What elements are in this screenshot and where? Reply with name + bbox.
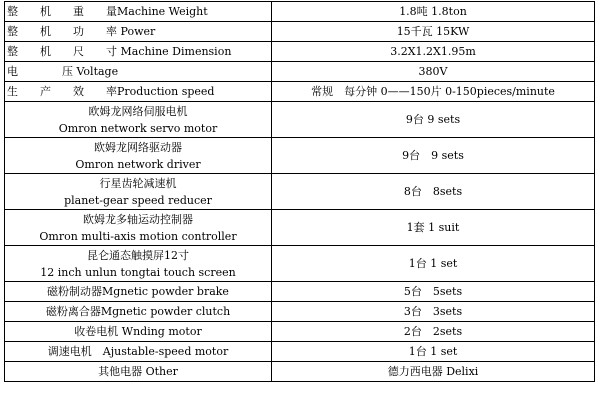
spec-name-en: Omron network driver: [75, 157, 201, 171]
spec-value: 5台 5sets: [272, 282, 595, 302]
spec-name: [5, 138, 272, 174]
spec-name: 其他电器 Other: [5, 362, 272, 382]
spec-name: [5, 174, 272, 210]
spec-value: 380V: [272, 62, 595, 82]
table-row: [5, 282, 595, 302]
spec-name: 收卷电机 Wnding motor: [5, 322, 272, 342]
spec-name-cn: 行星齿轮减速机: [99, 176, 177, 190]
table-row: [5, 82, 595, 102]
spec-name-en: Omron multi-axis motion controller: [39, 229, 237, 243]
spec-value: 1台 1 set: [272, 342, 595, 362]
table-row: [5, 138, 595, 174]
table-row: [5, 22, 595, 42]
table-row: [5, 42, 595, 62]
table-row: [5, 362, 595, 382]
spec-name: 磁粉离合器Mgnetic powder clutch: [5, 302, 272, 322]
spec-value: 1套 1 suit: [272, 210, 595, 246]
table-row: [5, 342, 595, 362]
spec-name: 磁粉制动器Mgnetic powder brake: [5, 282, 272, 302]
spec-name-cn: 欧姆龙多轴运动控制器: [83, 212, 193, 226]
spec-value: 9台 9 sets: [272, 102, 595, 138]
spec-name: 整 机 尺 寸 Machine Dimension: [5, 42, 272, 62]
spec-name: 整 机 功 率 Power: [5, 22, 272, 42]
spec-name-cn: 欧姆龙网络驱动器: [94, 140, 182, 154]
spec-name-en: 12 inch unlun tongtai touch screen: [40, 265, 236, 279]
spec-name: 电 压 Voltage: [5, 62, 272, 82]
spec-name-cn: 欧姆龙网络伺服电机: [88, 104, 188, 118]
table-row: [5, 62, 595, 82]
spec-value: 9台 9 sets: [272, 138, 595, 174]
table-row: [5, 210, 595, 246]
table-row: [5, 2, 595, 22]
table-row: [5, 302, 595, 322]
spec-name-en: Omron network servo motor: [58, 121, 218, 135]
spec-table: [4, 1, 595, 382]
spec-value: 15千瓦 15KW: [272, 22, 595, 42]
table-row: [5, 322, 595, 342]
spec-value: 3台 3sets: [272, 302, 595, 322]
spec-name: 整 机 重 量Machine Weight: [5, 2, 272, 22]
spec-value: 德力西电器 Delixi: [272, 362, 595, 382]
spec-value: 1.8吨 1.8ton: [272, 2, 595, 22]
spec-name-cn: 昆仑通态触摸屏12寸: [87, 248, 189, 262]
spec-value: 1台 1 set: [272, 246, 595, 282]
spec-value: 8台 8sets: [272, 174, 595, 210]
spec-value: 3.2X1.2X1.95m: [272, 42, 595, 62]
table-row: [5, 102, 595, 138]
spec-name: [5, 210, 272, 246]
spec-name: 生 产 效 率Production speed: [5, 82, 272, 102]
spec-value: 2台 2sets: [272, 322, 595, 342]
spec-name: 调速电机 Ajustable-speed motor: [5, 342, 272, 362]
spec-value: 常规 每分钟 0——150片 0-150pieces/minute: [272, 82, 595, 102]
spec-name: [5, 102, 272, 138]
table-row: [5, 174, 595, 210]
spec-name-en: planet-gear speed reducer: [64, 193, 212, 207]
spec-name: [5, 246, 272, 282]
table-row: [5, 246, 595, 282]
